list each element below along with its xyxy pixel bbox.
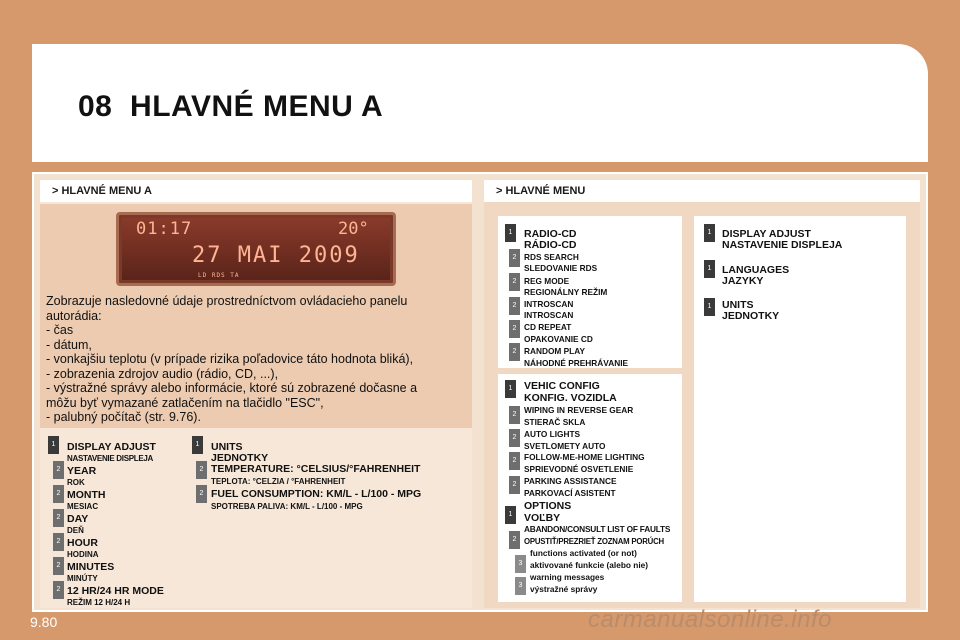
level-2-badge: 2 bbox=[196, 461, 207, 479]
level-2-badge: 2 bbox=[53, 461, 64, 479]
menu-item-introscan-sk: INTROSCAN bbox=[524, 310, 574, 320]
menu-item-wiping-reverse: WIPING IN REVERSE GEAR bbox=[524, 405, 634, 415]
languages-title: LANGUAGES bbox=[722, 264, 790, 276]
menu-item-warning-messages: warning messages bbox=[530, 572, 605, 582]
menu-item-month-sk: MESIAC bbox=[67, 502, 99, 511]
display-adjust-title-sk: NASTAVENIE DISPLEJA bbox=[67, 454, 154, 463]
menu-item-wiping-reverse-sk: STIERAČ SKLA bbox=[524, 417, 586, 427]
desc-line: - zobrazenia zdrojov audio (rádio, CD, ...), bbox=[46, 366, 279, 381]
menu-item-random-play-sk: NÁHODNÉ PREHRÁVANIE bbox=[524, 358, 629, 368]
languages-title-sk: JAZYKY bbox=[722, 275, 764, 287]
options-title: OPTIONS bbox=[524, 500, 572, 512]
level-1-badge: 1 bbox=[505, 506, 516, 524]
menu-item-cd-repeat: CD REPEAT bbox=[524, 322, 572, 332]
menu-item-hour-sk: HODINA bbox=[67, 550, 99, 559]
menu-item-rds-search: RDS SEARCH bbox=[524, 252, 579, 262]
menu-item-abandon-consult: ABANDON/CONSULT LIST OF FAULTS bbox=[524, 524, 671, 534]
level-1-badge: 1 bbox=[48, 436, 59, 454]
units-title-right-sk: JEDNOTKY bbox=[722, 310, 780, 322]
page-number: 9.80 bbox=[30, 614, 58, 630]
display-adjust-title-right-sk: NASTAVENIE DISPLEJA bbox=[722, 239, 843, 251]
menu-item-reg-mode-sk: REGIONÁLNY REŽIM bbox=[524, 287, 608, 297]
menu-item-introscan: INTROSCAN bbox=[524, 299, 574, 309]
menu-item-parking-assistance-sk: PARKOVACÍ ASISTENT bbox=[524, 488, 616, 498]
menu-item-12-24-mode-sk: REŽIM 12 H/24 H bbox=[67, 598, 131, 607]
menu-item-auto-lights-sk: SVETLOMETY AUTO bbox=[524, 441, 606, 451]
left-section-title: > HLAVNÉ MENU A bbox=[40, 180, 472, 202]
menu-item-follow-me-home-sk: SPRIEVODNÉ OSVETLENIE bbox=[524, 464, 634, 474]
level-1-badge: 1 bbox=[704, 260, 715, 278]
menu-item-temperature: TEMPERATURE: °CELSIUS/°FAHRENHEIT bbox=[211, 463, 421, 475]
desc-line: Zobrazuje nasledovné údaje prostredníctvom ovládacieho panelu bbox=[46, 294, 408, 308]
menu-item-random-play: RANDOM PLAY bbox=[524, 346, 586, 356]
menu-item-month: MONTH bbox=[67, 489, 106, 501]
display-adjust-title: DISPLAY ADJUST bbox=[67, 441, 156, 453]
desc-line: autorádia: bbox=[46, 308, 102, 323]
menu-item-functions-activated: functions activated (or not) bbox=[530, 548, 637, 558]
menu-item-rds-search-sk: SLEDOVANIE RDS bbox=[524, 263, 598, 273]
description-text bbox=[46, 294, 417, 425]
level-2-badge: 2 bbox=[509, 273, 520, 291]
level-1-badge: 1 bbox=[192, 436, 203, 454]
lcd-flags: LD RDS TA bbox=[198, 272, 240, 279]
level-2-badge: 2 bbox=[509, 429, 520, 447]
level-2-badge: 2 bbox=[509, 531, 520, 549]
menu-item-warning-messages-sk: výstražné správy bbox=[530, 584, 598, 594]
level-3-badge: 3 bbox=[515, 555, 526, 573]
chapter-title bbox=[78, 90, 383, 124]
level-2-badge: 2 bbox=[53, 509, 64, 527]
watermark: carmanualsonline.info bbox=[588, 606, 832, 633]
menu-item-day: DAY bbox=[67, 513, 89, 525]
menu-item-hour: HOUR bbox=[67, 537, 98, 549]
vehicle-config-title: VEHIC CONFIG bbox=[524, 380, 600, 392]
lcd-date: 27 MAI 2009 bbox=[192, 243, 360, 268]
menu-item-minutes: MINUTES bbox=[67, 561, 115, 573]
level-1-badge: 1 bbox=[704, 298, 715, 316]
level-2-badge: 2 bbox=[509, 320, 520, 338]
desc-line: - palubný počítač (str. 9.76). bbox=[46, 410, 201, 424]
level-2-badge: 2 bbox=[509, 343, 520, 361]
menu-item-12-24-mode: 12 HR/24 HR MODE bbox=[67, 585, 164, 597]
menu-item-abandon-consult-sk: OPUSTIŤ/PREZRIEŤ ZOZNAM PORÚCH bbox=[524, 537, 664, 546]
units-title: UNITS bbox=[211, 441, 243, 453]
menu-item-temperature-sk: TEPLOTA: °CELZIA / °FAHRENHEIT bbox=[211, 477, 346, 486]
options-title-sk: VOĽBY bbox=[524, 512, 561, 524]
level-2-badge: 2 bbox=[196, 485, 207, 503]
level-2-badge: 2 bbox=[53, 557, 64, 575]
units-title-sk: JEDNOTKY bbox=[211, 452, 269, 464]
menu-item-fuel-consumption: FUEL CONSUMPTION: KM/L - L/100 - MPG bbox=[211, 488, 422, 500]
display-adjust-title-right: DISPLAY ADJUST bbox=[722, 228, 811, 240]
radio-cd-title-sk: RÁDIO-CD bbox=[524, 239, 577, 251]
menu-item-year-sk: ROK bbox=[67, 478, 85, 487]
level-2-badge: 2 bbox=[509, 406, 520, 424]
desc-line: - vonkajšiu teplotu (v prípade rizika poľadovice táto hodnota bliká), bbox=[46, 352, 414, 366]
menu-item-functions-activated-sk: aktivované funkcie (alebo nie) bbox=[530, 560, 649, 570]
desc-line: - dátum, bbox=[46, 337, 92, 352]
level-2-badge: 2 bbox=[509, 476, 520, 494]
lcd-temperature: 20° bbox=[338, 219, 369, 239]
level-2-badge: 2 bbox=[509, 297, 520, 315]
chapter-title-text: HLAVNÉ MENU A bbox=[130, 90, 384, 123]
desc-line: - výstražné správy alebo informácie, ktoré sú zobrazené dočasne a bbox=[46, 381, 418, 395]
menu-item-auto-lights: AUTO LIGHTS bbox=[524, 429, 581, 439]
menu-item-day-sk: DEŇ bbox=[67, 526, 84, 535]
desc-line: môžu byť vymazané zatlačením na tlačidlo "ESC", bbox=[46, 395, 324, 410]
menu-item-parking-assistance: PARKING ASSISTANCE bbox=[524, 476, 617, 486]
menu-item-reg-mode: REG MODE bbox=[524, 276, 570, 286]
level-1-badge: 1 bbox=[505, 380, 516, 398]
chapter-number: 08 bbox=[78, 90, 113, 123]
level-1-badge: 1 bbox=[505, 224, 516, 242]
menu-item-fuel-consumption-sk: SPOTREBA PALIVA: KM/L - L/100 - MPG bbox=[211, 502, 363, 511]
radio-cd-title: RADIO-CD bbox=[524, 228, 577, 240]
right-section-title: > HLAVNÉ MENU bbox=[484, 180, 920, 202]
menu-item-follow-me-home: FOLLOW-ME-HOME LIGHTING bbox=[524, 452, 645, 462]
level-3-badge: 3 bbox=[515, 577, 526, 595]
menu-item-cd-repeat-sk: OPAKOVANIE CD bbox=[524, 334, 593, 344]
units-title-right: UNITS bbox=[722, 299, 754, 311]
level-2-badge: 2 bbox=[509, 249, 520, 267]
vehicle-config-title-sk: KONFIG. VOZIDLA bbox=[524, 392, 617, 404]
level-2-badge: 2 bbox=[53, 533, 64, 551]
level-2-badge: 2 bbox=[53, 485, 64, 503]
level-1-badge: 1 bbox=[704, 224, 715, 242]
menu-item-minutes-sk: MINÚTY bbox=[67, 574, 98, 583]
level-2-badge: 2 bbox=[509, 452, 520, 470]
lcd-time: 01:17 bbox=[136, 219, 193, 239]
level-2-badge: 2 bbox=[53, 581, 64, 599]
menu-item-year: YEAR bbox=[67, 465, 97, 477]
desc-line: - čas bbox=[46, 323, 74, 337]
